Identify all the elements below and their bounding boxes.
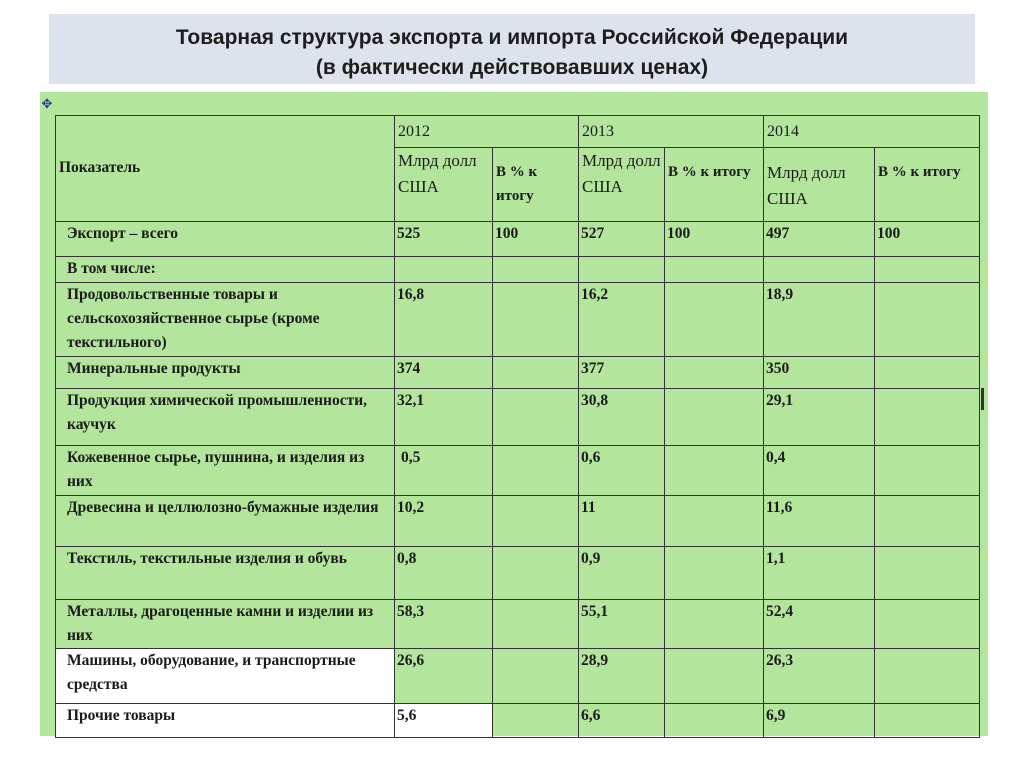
- pct-cell: [665, 600, 764, 649]
- row-label: Продовольственные товары и сельскохозяйственное сырье (кроме текстильного): [56, 283, 395, 357]
- value-cell: 0,8: [395, 547, 493, 600]
- row-label: Металлы, драгоценные камни и изделии из них: [56, 600, 395, 649]
- header-indicator: Показатель: [56, 116, 395, 222]
- pct-cell: [875, 496, 980, 547]
- table-row: [56, 600, 980, 649]
- value-cell: 1,1: [764, 547, 875, 600]
- table-row: [56, 496, 980, 547]
- pct-cell: [493, 496, 579, 547]
- pct-cell: [493, 389, 579, 446]
- value-cell: 26,6: [395, 649, 493, 704]
- header-unit-2014: Млрд долл США: [764, 148, 875, 222]
- text-cursor: [981, 388, 984, 410]
- header-pct-2013: В % к итогу: [665, 148, 764, 222]
- pct-cell: [665, 704, 764, 738]
- pct-cell: [875, 283, 980, 357]
- value-cell: 29,1: [764, 389, 875, 446]
- value-cell: 527: [579, 222, 665, 257]
- slide-title-line1: Товарная структура экспорта и импорта Российской Федерации: [175, 26, 849, 49]
- table-row: [56, 389, 980, 446]
- pct-cell: [665, 649, 764, 704]
- value-cell: 6,6: [579, 704, 665, 738]
- pct-cell: 100: [875, 222, 980, 257]
- value-cell: [395, 257, 493, 283]
- value-cell: 374: [395, 357, 493, 389]
- table-row: [56, 257, 980, 283]
- row-label: Текстиль, текстильные изделия и обувь: [56, 547, 395, 600]
- pct-cell: [875, 547, 980, 600]
- pct-cell: [665, 547, 764, 600]
- row-label: Прочие товары: [56, 704, 395, 738]
- value-cell: 16,2: [579, 283, 665, 357]
- pct-cell: [493, 649, 579, 704]
- pct-cell: [875, 257, 980, 283]
- value-cell: 32,1: [395, 389, 493, 446]
- pct-cell: [875, 704, 980, 738]
- table-row: [56, 446, 980, 496]
- pct-cell: [875, 446, 980, 496]
- value-cell: 377: [579, 357, 665, 389]
- pct-cell: [493, 283, 579, 357]
- value-cell: 0,6: [579, 446, 665, 496]
- slide-title-box: [49, 14, 975, 84]
- value-cell: 11,6: [764, 496, 875, 547]
- value-cell: 52,4: [764, 600, 875, 649]
- row-label: Продукция химической промышленности, каучук: [56, 389, 395, 446]
- value-cell: 58,3: [395, 600, 493, 649]
- value-cell: 6,9: [764, 704, 875, 738]
- export-structure-table: [55, 115, 980, 738]
- header-unit-2013: Млрд долл США: [579, 148, 665, 222]
- pct-cell: [665, 496, 764, 547]
- pct-cell: [665, 389, 764, 446]
- table-row: [56, 547, 980, 600]
- pct-cell: [493, 357, 579, 389]
- pct-cell: [665, 357, 764, 389]
- header-unit-2012: Млрд долл США: [395, 148, 493, 222]
- value-cell: 350: [764, 357, 875, 389]
- header-year-2013: 2013: [579, 116, 764, 148]
- row-label: Минеральные продукты: [56, 357, 395, 389]
- value-cell: 0,5: [395, 446, 493, 496]
- header-pct-2014: В % к итогу: [875, 148, 980, 222]
- pct-cell: [493, 704, 579, 738]
- value-cell: [579, 257, 665, 283]
- row-label: Древесина и целлюлозно-бумажные изделия: [56, 496, 395, 547]
- value-cell: 55,1: [579, 600, 665, 649]
- value-cell: 0,9: [579, 547, 665, 600]
- value-cell: [764, 257, 875, 283]
- row-label: Экспорт – всего: [56, 222, 395, 257]
- row-label: В том числе:: [56, 257, 395, 283]
- pct-cell: [875, 600, 980, 649]
- pct-cell: 100: [665, 222, 764, 257]
- pct-cell: [493, 446, 579, 496]
- pct-cell: [665, 446, 764, 496]
- value-cell: 497: [764, 222, 875, 257]
- pct-cell: [493, 257, 579, 283]
- value-cell: 26,3: [764, 649, 875, 704]
- pct-cell: [493, 600, 579, 649]
- value-cell: 10,2: [395, 496, 493, 547]
- header-pct-2012: В % к итогу: [493, 148, 579, 222]
- value-cell: 0,4: [764, 446, 875, 496]
- value-cell: 30,8: [579, 389, 665, 446]
- slide-title-line2: (в фактически действовавших ценах): [315, 56, 709, 79]
- table-row: [56, 222, 980, 257]
- header-row-years: [56, 116, 980, 148]
- pct-cell: [875, 649, 980, 704]
- value-cell: 11: [579, 496, 665, 547]
- value-cell: 525: [395, 222, 493, 257]
- value-cell: 16,8: [395, 283, 493, 357]
- pct-cell: [875, 389, 980, 446]
- pct-cell: [665, 257, 764, 283]
- pct-cell: [875, 357, 980, 389]
- table-row: [56, 357, 980, 389]
- value-cell: 18,9: [764, 283, 875, 357]
- header-year-2012: 2012: [395, 116, 579, 148]
- header-year-2014: 2014: [764, 116, 980, 148]
- row-label: Машины, оборудование, и транспортные средства: [56, 649, 395, 704]
- pct-cell: [493, 547, 579, 600]
- value-cell: 5,6: [395, 704, 493, 738]
- move-handle-icon[interactable]: ✥: [41, 97, 53, 112]
- value-cell: 28,9: [579, 649, 665, 704]
- pct-cell: [665, 283, 764, 357]
- pct-cell: 100: [493, 222, 579, 257]
- table-row: [56, 283, 980, 357]
- slide-title: [49, 23, 975, 83]
- row-label: Кожевенное сырье, пушнина, и изделия из них: [56, 446, 395, 496]
- table-row: [56, 649, 980, 704]
- table-row: [56, 704, 980, 738]
